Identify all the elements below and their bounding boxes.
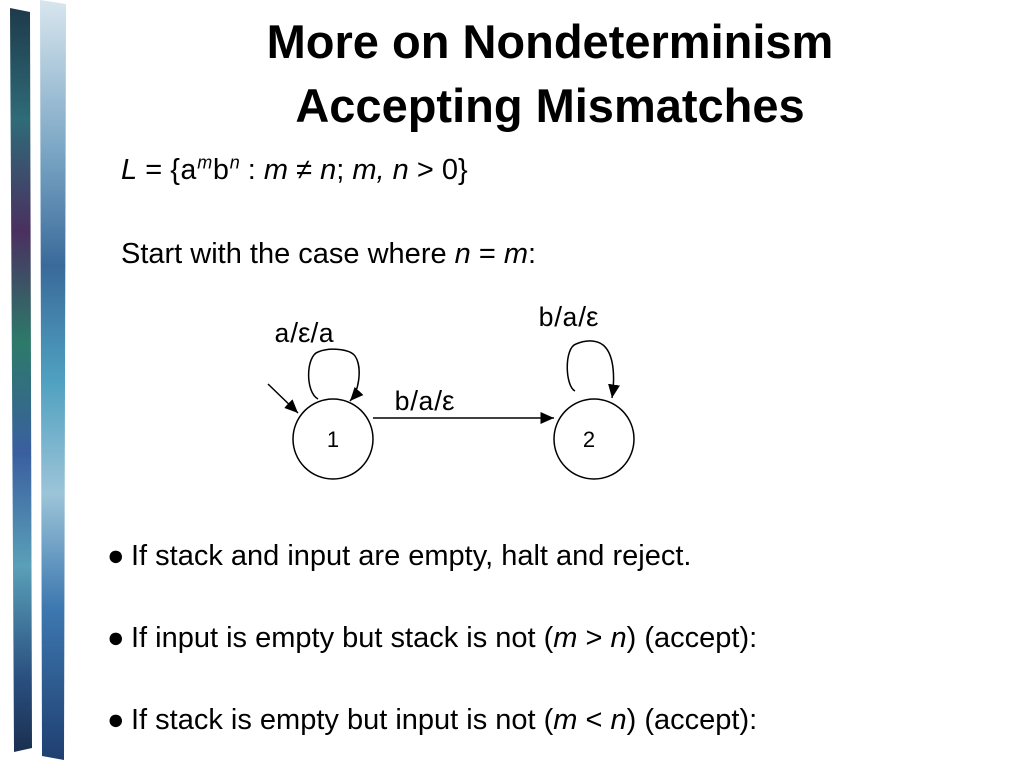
title-line-2: Accepting Mismatches	[295, 79, 805, 132]
bullet-m: m	[553, 704, 578, 736]
self-loop-state-1	[309, 349, 360, 401]
bullet-n: n	[610, 622, 627, 654]
bullet-item	[107, 538, 691, 574]
loop-2-read: b	[538, 305, 555, 335]
trans-pop: a	[417, 389, 435, 419]
start-arrow	[268, 384, 298, 413]
state-1-label: 1	[326, 427, 340, 452]
language-symbol: L	[121, 154, 138, 186]
start-case-eq: =	[470, 238, 504, 270]
lang-gt0: > 0}	[408, 154, 468, 186]
bullet-text: If stack and input are empty, halt and reject.	[131, 540, 692, 572]
lang-semi: ;	[336, 154, 353, 186]
bullet-n: n	[610, 704, 627, 736]
start-case-n: n	[454, 238, 471, 270]
title-line-1: More on Nondeterminism	[266, 15, 834, 68]
bullet-text: If stack is empty but input is not (	[131, 704, 554, 736]
self-loop-state-2	[567, 341, 613, 398]
lang-b: b	[212, 155, 230, 188]
bullet-dot: ●	[107, 704, 125, 736]
bullet-op: >	[577, 622, 611, 654]
trans-push: ε	[441, 385, 455, 416]
bullet-dot: ●	[107, 540, 125, 572]
lang-eq: = {	[137, 154, 180, 186]
transition-1-2-label: b/a/ε	[394, 385, 455, 419]
bullet-item	[107, 702, 757, 738]
loop-1-read: a	[274, 321, 291, 351]
start-case-colon: :	[528, 238, 537, 270]
lang-colon: :	[239, 154, 264, 186]
start-case-lead: Start with the case where	[121, 238, 455, 270]
lang-m: m	[263, 154, 289, 186]
lang-n: n	[320, 154, 337, 186]
lang-n-exp: n	[229, 152, 240, 173]
bullet-m: m	[553, 622, 578, 654]
lang-m-exp: m	[197, 152, 213, 173]
loop-1-pop: ε	[297, 317, 311, 348]
bullet-item	[107, 620, 757, 656]
loop-2-push: ε	[585, 301, 599, 332]
trans-read: b	[394, 389, 411, 419]
lang-neq: ≠	[288, 154, 321, 186]
bullet-text: If input is empty but stack is not (	[131, 622, 554, 654]
bullet-post: ) (accept):	[626, 622, 758, 654]
bullet-dot: ●	[107, 622, 125, 654]
loop-2-label: b/a/ε	[538, 301, 599, 335]
loop-1-push: a	[318, 321, 335, 351]
loop-2-pop: a	[561, 305, 579, 335]
state-2-label: 2	[582, 427, 596, 452]
bullet-post: ) (accept):	[626, 704, 758, 736]
lang-a: a	[179, 155, 198, 188]
loop-1-label: a/ε/a	[274, 317, 335, 351]
lang-mn: m, n	[352, 154, 409, 186]
start-case-m: m	[503, 238, 529, 270]
bullet-op: <	[577, 704, 611, 736]
